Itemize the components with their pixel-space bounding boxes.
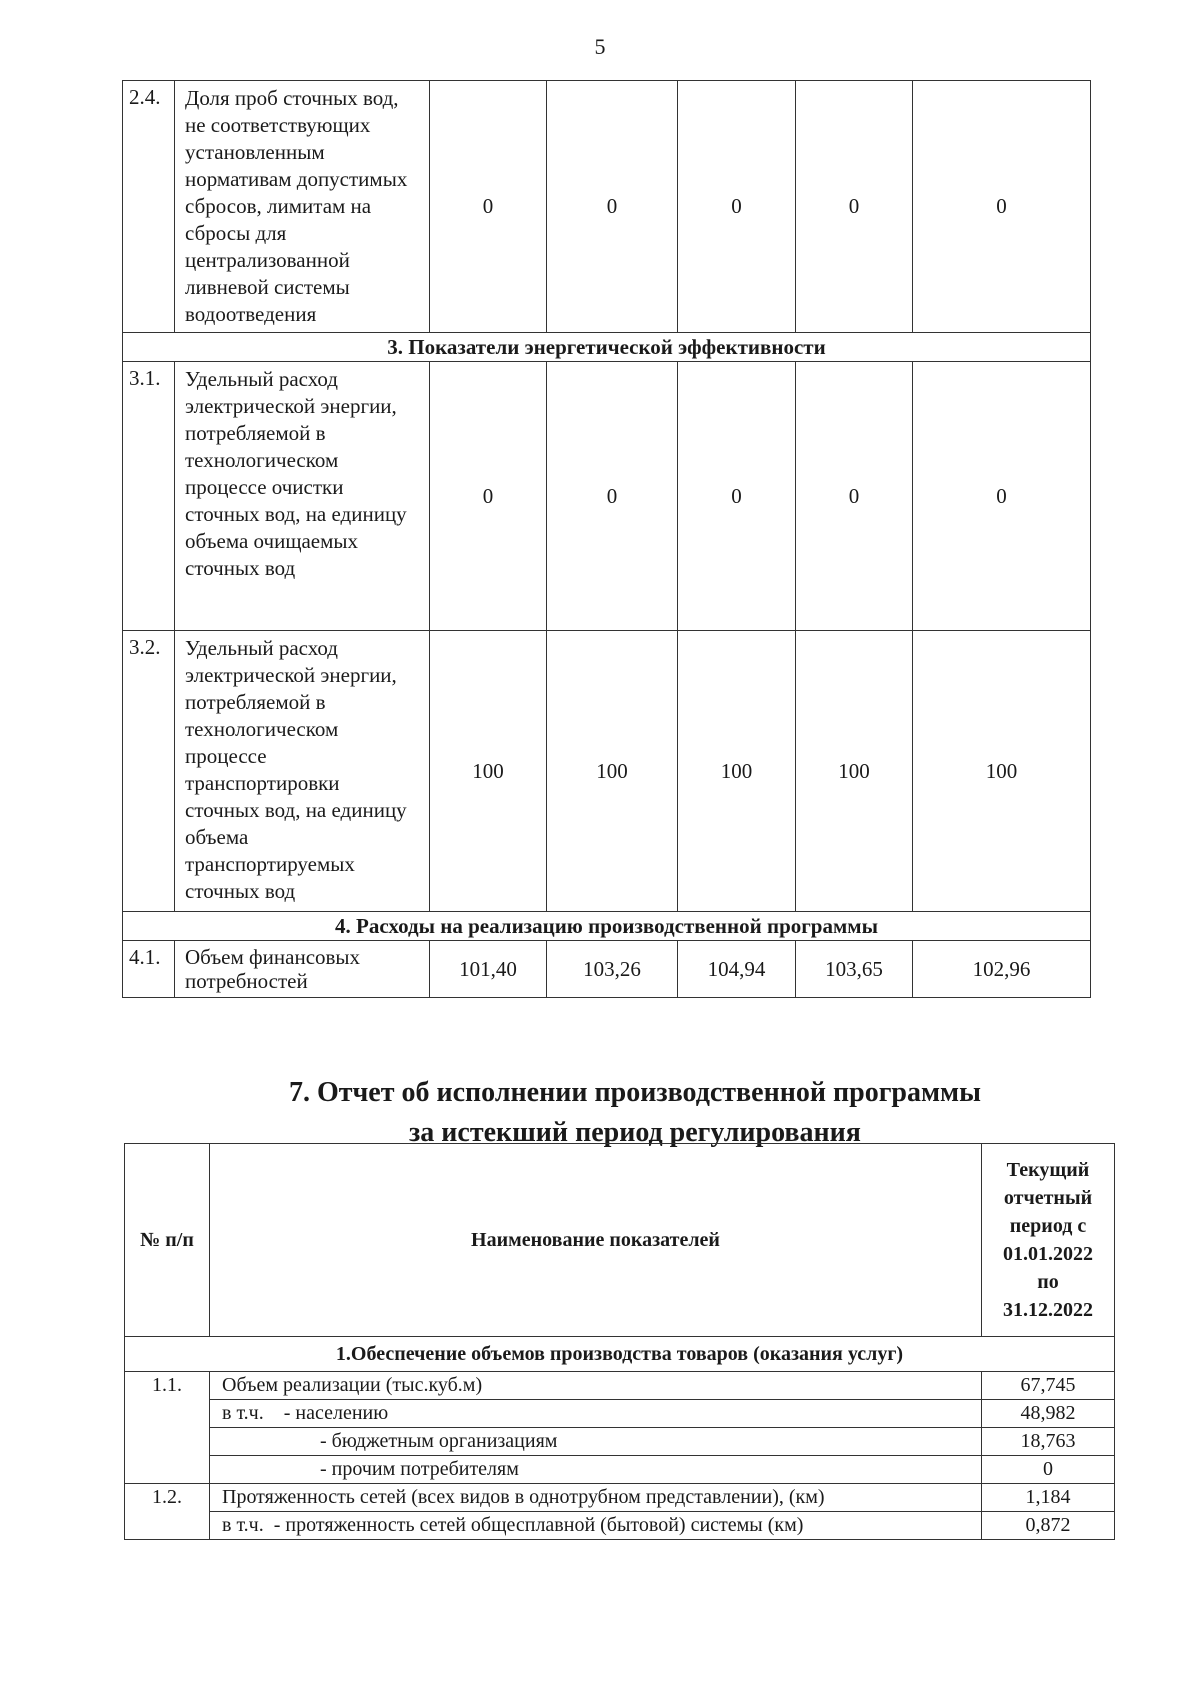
value-cell: 0 [796,362,913,631]
value-cell: 0 [678,81,796,333]
section-heading: 4. Расходы на реализацию производственной программы [123,912,1091,941]
section-row [123,333,1091,362]
value-cell: 0 [547,362,678,631]
table-row [125,1400,1115,1428]
indicator-name: - бюджетным организациям [210,1428,982,1456]
section-row [125,1337,1115,1372]
indicator-name: в т.ч. - протяженность сетей общесплавной (бытовой) системы (км) [210,1512,982,1540]
period-line: отчетный [1003,1187,1093,1209]
value-cell: 100 [430,631,547,912]
table-row [123,81,1091,333]
value-cell: 102,96 [913,941,1091,998]
row-number: 1.1. [125,1372,210,1484]
value-cell: 1,184 [982,1484,1115,1512]
row-number: 3.2. [123,631,175,912]
table-row [125,1456,1115,1484]
table-row [125,1372,1115,1400]
value-cell: 100 [796,631,913,912]
table-row [123,631,1091,912]
value-cell: 104,94 [678,941,796,998]
value-cell: 100 [547,631,678,912]
table-row [123,941,1091,998]
value-cell: 0 [982,1456,1115,1484]
section-heading: 1.Обеспечение объемов производства товаров (оказания услуг) [125,1337,1115,1372]
value-cell: 18,763 [982,1428,1115,1456]
value-cell: 67,745 [982,1372,1115,1400]
period-line: по [1037,1271,1059,1293]
value-cell: 48,982 [982,1400,1115,1428]
value-cell: 0 [913,362,1091,631]
section-title-line-1: 7. Отчет об исполнении производственной программы [288,1077,981,1108]
row-number: 4.1. [123,941,175,998]
value-cell: 0 [678,362,796,631]
value-cell: 101,40 [430,941,547,998]
indicator-name: - прочим потребителям [210,1456,982,1484]
period-line: 01.01.2022 [1003,1243,1093,1265]
column-header-number: № п/п [125,1144,210,1337]
section-title-line-2: за истекший период регулирования [409,1117,861,1148]
value-cell: 0 [430,81,547,333]
period-line: период с [1009,1215,1087,1237]
indicator-name: Объем финансовых потребностей [175,941,430,998]
indicator-name: Доля проб сточных вод, не соответствующих установленным нормативам допустимых сбросов, лимитам на сбросы для централизованной ливневой системы водоотведения [175,81,430,333]
row-number: 1.2. [125,1484,210,1540]
header-row [125,1144,1115,1337]
value-cell: 0 [547,81,678,333]
value-cell: 0,872 [982,1512,1115,1540]
section-title [0,1073,1200,1153]
section-row [123,912,1091,941]
table-row [125,1428,1115,1456]
indicator-name: Объем реализации (тыс.куб.м) [210,1372,982,1400]
column-header-period [982,1144,1115,1337]
value-cell: 100 [913,631,1091,912]
value-cell: 100 [678,631,796,912]
table-row [125,1484,1115,1512]
row-number: 2.4. [123,81,175,333]
value-cell: 0 [796,81,913,333]
table-row [123,362,1091,631]
column-header-name: Наименование показателей [210,1144,982,1337]
report-table [124,1143,1115,1540]
value-cell: 103,26 [547,941,678,998]
indicator-name: в т.ч. - населению [210,1400,982,1428]
indicator-name: Удельный расход электрической энергии, потребляемой в технологическом процессе очистки сточных вод, на единицу объема очищаемых сточных вод [175,362,430,631]
indicators-table [122,80,1091,998]
value-cell: 0 [913,81,1091,333]
page-number: 5 [594,34,606,59]
indicator-name: Удельный расход электрической энергии, потребляемой в технологическом процессе транспортировки сточных вод, на единицу объема транспортируемых сточных вод [175,631,430,912]
value-cell: 103,65 [796,941,913,998]
row-number: 3.1. [123,362,175,631]
period-line: Текущий [1006,1159,1090,1181]
section-heading: 3. Показатели энергетической эффективности [123,333,1091,362]
period-line: 31.12.2022 [1003,1299,1093,1321]
table-row [125,1512,1115,1540]
value-cell: 0 [430,362,547,631]
indicator-name: Протяженность сетей (всех видов в однотрубном представлении), (км) [210,1484,982,1512]
